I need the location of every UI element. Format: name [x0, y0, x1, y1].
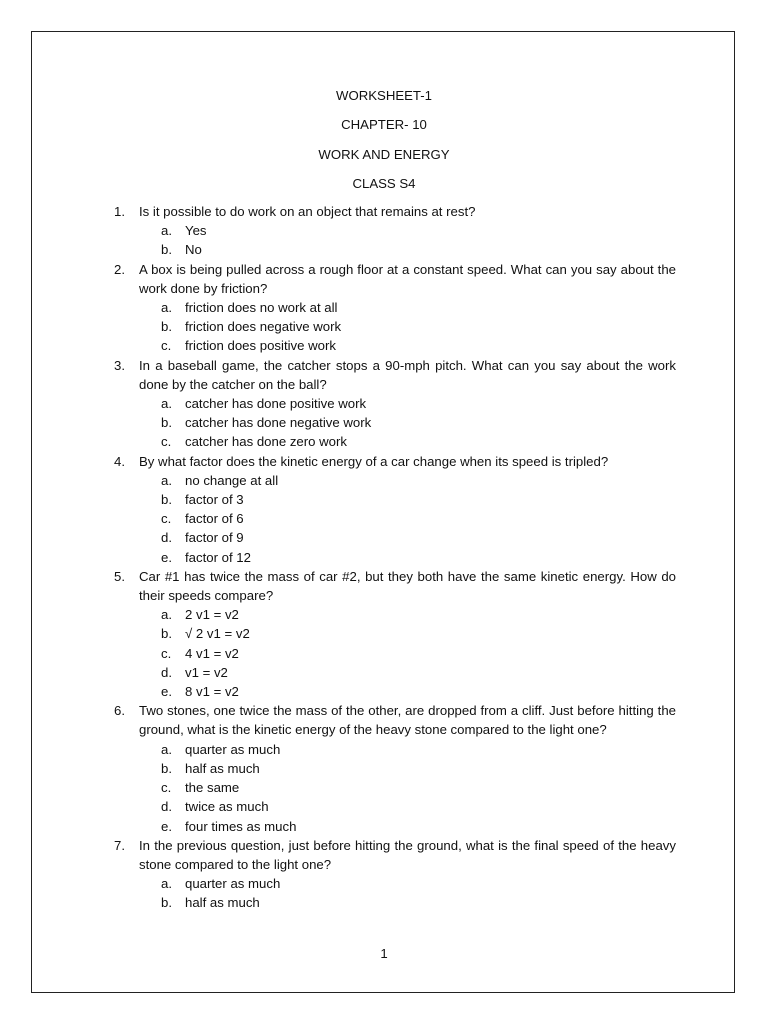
question-item — [114, 567, 676, 701]
answer-option — [161, 893, 676, 912]
option-text: factor of 12 — [185, 549, 251, 565]
answer-option — [161, 740, 676, 759]
answer-option — [161, 432, 676, 451]
question-item — [114, 452, 676, 567]
option-letter: e. — [161, 684, 172, 700]
question-text: Car #1 has twice the mass of car #2, but they both have the same kinetic energy. How do their speeds compare? — [139, 568, 676, 604]
option-text: v1 = v2 — [185, 664, 228, 680]
answer-option — [161, 394, 676, 413]
question-item — [114, 356, 676, 452]
question-item — [114, 701, 676, 835]
answer-option — [161, 413, 676, 432]
answer-option — [161, 663, 676, 682]
answer-option — [161, 221, 676, 240]
option-letter: a. — [161, 300, 172, 316]
option-text: √ 2 v1 = v2 — [185, 626, 250, 642]
option-letter: a. — [161, 223, 172, 239]
question-number: 5. — [114, 568, 125, 584]
option-letter: b. — [161, 760, 172, 776]
option-text: the same — [185, 780, 240, 796]
option-list — [139, 221, 676, 259]
question-item — [114, 836, 676, 913]
option-text: friction does positive work — [185, 338, 336, 354]
answer-option — [161, 317, 676, 336]
option-text: Yes — [185, 223, 207, 239]
option-letter: b. — [161, 895, 172, 911]
option-text: four times as much — [185, 818, 297, 834]
answer-option — [161, 490, 676, 509]
option-list — [139, 874, 676, 912]
answer-option — [161, 644, 676, 663]
answer-option — [161, 682, 676, 701]
option-list — [139, 605, 676, 701]
option-text: half as much — [185, 760, 260, 776]
question-number: 6. — [114, 703, 125, 719]
option-letter: c. — [161, 338, 172, 354]
option-letter: d. — [161, 664, 172, 680]
option-text: catcher has done zero work — [185, 434, 347, 450]
option-letter: c. — [161, 434, 172, 450]
answer-option — [161, 817, 676, 836]
option-list — [139, 394, 676, 452]
option-letter: b. — [161, 626, 172, 642]
option-letter: a. — [161, 472, 172, 488]
question-item — [114, 260, 676, 356]
option-text: no change at all — [185, 472, 279, 488]
worksheet-title: WORKSHEET-1 — [336, 88, 432, 103]
option-letter: e. — [161, 818, 172, 834]
answer-option — [161, 797, 676, 816]
option-text: catcher has done negative work — [185, 415, 372, 431]
answer-option — [161, 605, 676, 624]
question-text: By what factor does the kinetic energy of a car change when its speed is tripled? — [139, 453, 609, 469]
worksheet-header — [0, 86, 768, 204]
option-letter: a. — [161, 741, 172, 757]
option-letter: b. — [161, 415, 172, 431]
option-text: No — [185, 242, 202, 258]
option-letter: a. — [161, 607, 172, 623]
question-number: 2. — [114, 261, 125, 277]
option-text: half as much — [185, 895, 260, 911]
option-letter: d. — [161, 799, 172, 815]
option-text: friction does no work at all — [185, 300, 338, 316]
option-letter: b. — [161, 242, 172, 258]
option-list — [139, 471, 676, 567]
option-letter: c. — [161, 511, 172, 527]
option-letter: c. — [161, 780, 172, 796]
answer-option — [161, 759, 676, 778]
option-text: 4 v1 = v2 — [185, 645, 239, 661]
option-letter: c. — [161, 645, 172, 661]
question-text: A box is being pulled across a rough floor at a constant speed. What can you say about the work done by friction? — [139, 261, 676, 296]
question-text: In a baseball game, the catcher stops a 90-mph pitch. What can you say about the work done by the catcher on the ball? — [139, 357, 676, 392]
question-item — [114, 202, 676, 260]
option-text: friction does negative work — [185, 319, 342, 335]
option-text: factor of 9 — [185, 530, 244, 546]
answer-option — [161, 528, 676, 547]
answer-option — [161, 624, 676, 643]
option-text: 2 v1 = v2 — [185, 607, 239, 623]
question-text: Two stones, one twice the mass of the other, are dropped from a cliff. Just before hitting the ground, what is the kinetic energy of the heavy stone compared to the light one? — [139, 703, 676, 738]
question-number: 3. — [114, 357, 125, 373]
question-number: 7. — [114, 837, 125, 853]
answer-option — [161, 778, 676, 797]
option-text: 8 v1 = v2 — [185, 684, 239, 700]
answer-option — [161, 548, 676, 567]
option-text: twice as much — [185, 799, 269, 815]
topic-title: WORK AND ENERGY — [318, 146, 450, 162]
option-letter: b. — [161, 319, 172, 335]
answer-option — [161, 336, 676, 355]
answer-option — [161, 509, 676, 528]
chapter-label: CHAPTER- 10 — [341, 117, 427, 133]
answer-option — [161, 471, 676, 490]
option-text: quarter as much — [185, 741, 281, 757]
option-text: factor of 6 — [185, 511, 244, 527]
question-list — [114, 202, 676, 913]
option-text: catcher has done positive work — [185, 396, 367, 412]
option-list — [139, 740, 676, 836]
page-number: 1 — [380, 946, 388, 961]
option-list — [139, 298, 676, 356]
option-letter: e. — [161, 549, 172, 565]
option-letter: b. — [161, 492, 172, 508]
question-number: 4. — [114, 453, 125, 469]
answer-option — [161, 298, 676, 317]
question-text: Is it possible to do work on an object that remains at rest? — [139, 204, 476, 219]
question-number: 1. — [114, 204, 125, 219]
answer-option — [161, 240, 676, 259]
option-letter: d. — [161, 530, 172, 546]
class-label: CLASS S4 — [352, 176, 416, 192]
option-letter: a. — [161, 876, 172, 892]
answer-option — [161, 874, 676, 893]
question-text: In the previous question, just before hitting the ground, what is the final speed of the heavy stone compared to the light one? — [139, 837, 676, 872]
option-text: quarter as much — [185, 876, 281, 892]
option-text: factor of 3 — [185, 492, 244, 508]
option-letter: a. — [161, 396, 172, 412]
